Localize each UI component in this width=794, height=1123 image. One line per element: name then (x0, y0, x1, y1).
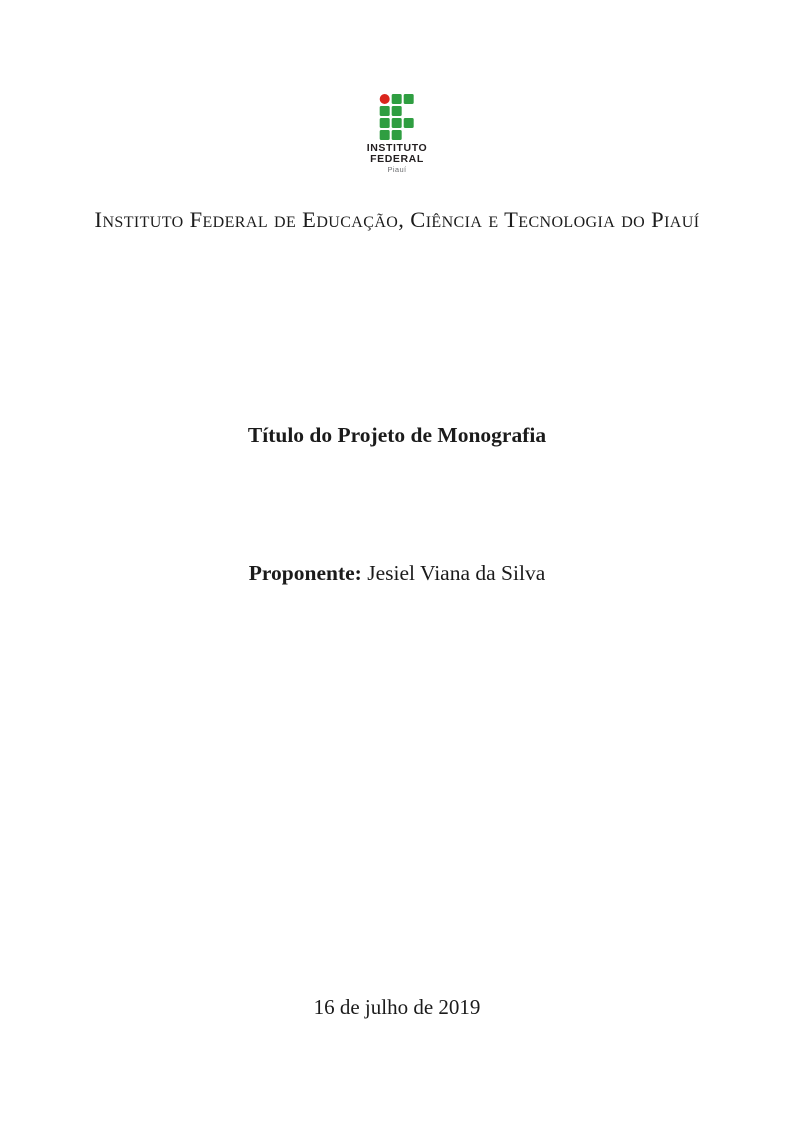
proponent-name: Jesiel Viana da Silva (367, 561, 546, 585)
green-square-icon (380, 130, 390, 140)
empty-cell (404, 106, 414, 116)
if-squares-icon (380, 94, 414, 140)
green-square-icon (392, 106, 402, 116)
logo-line-instituto: INSTITUTO (366, 142, 428, 154)
logo-text (367, 143, 428, 174)
logo-line-federal: FEDERAL (370, 152, 424, 165)
logo-line-piaui: Piauí (387, 165, 407, 174)
ifpi-logo (367, 94, 428, 174)
institution-heading: Instituto Federal de Educação, Ciência e Tecnologia do Piauí (94, 207, 700, 232)
green-square-icon (392, 118, 402, 128)
green-square-icon (404, 118, 414, 128)
green-square-icon (404, 94, 414, 104)
red-dot-icon (380, 94, 390, 104)
empty-cell (404, 130, 414, 140)
project-title: Título do Projeto de Monografia (247, 423, 547, 447)
proponent-line (0, 559, 794, 587)
document-date: 16 de julho de 2019 (313, 995, 481, 1019)
proponent-label: Proponente: (248, 561, 362, 585)
green-square-icon (380, 106, 390, 116)
green-square-icon (392, 130, 402, 140)
green-square-icon (392, 94, 402, 104)
green-square-icon (380, 118, 390, 128)
